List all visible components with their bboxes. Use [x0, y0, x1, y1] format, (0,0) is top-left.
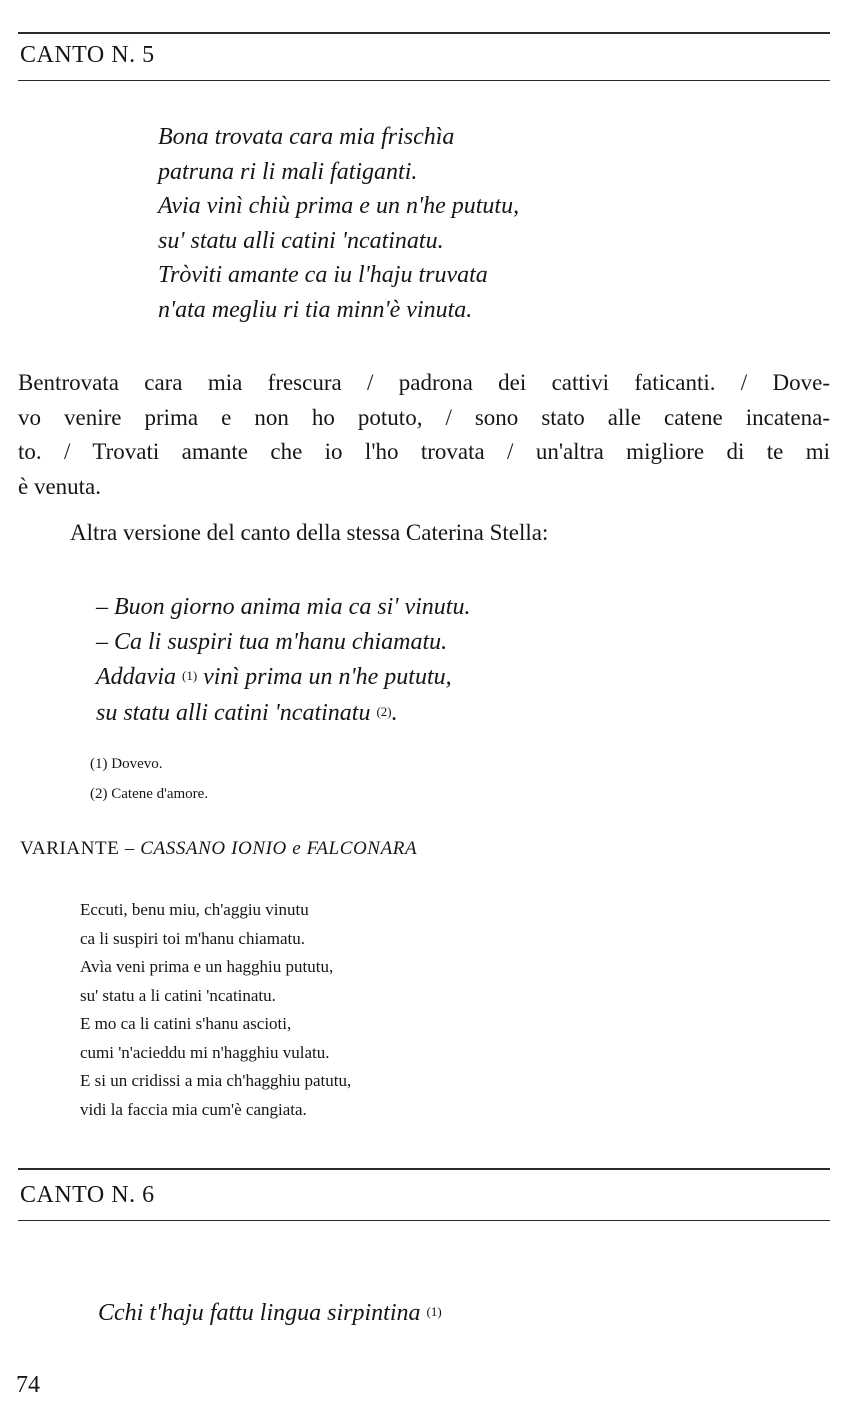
verse-line: Eccuti, benu miu, ch'aggiu vinutu	[80, 900, 309, 919]
translation-line: è venuta.	[18, 473, 102, 499]
verse-line: su' statu a li catini 'ncatinatu.	[80, 985, 276, 1005]
footnote	[90, 786, 208, 803]
verse-line: Tròviti amante ca iu l'haju truvata	[158, 262, 488, 288]
footnote-text: Catene d'amore.	[107, 786, 209, 802]
footnote-ref: (2)	[376, 703, 392, 719]
footnote-mark: (2)	[90, 786, 108, 802]
translation-line: to. / Trovati amante che io l'ho trovata / un'altra migliore di te mi	[18, 439, 830, 464]
verse-line: su' statu alli catini 'ncatinatu.	[158, 227, 444, 254]
heading-underline	[18, 80, 830, 81]
verse-text: su statu alli catini 'ncatinatu	[96, 699, 377, 726]
section-rule	[18, 1168, 830, 1170]
footnote-ref: (1)	[181, 668, 198, 683]
verse-line: patruna ri li mali fatiganti.	[158, 158, 418, 185]
variant-verse	[80, 896, 351, 1124]
verse-text: vinì prima un n'he pututu,	[197, 664, 452, 690]
verse-line: – Buon giorno anima mia ca si' vinutu.	[96, 594, 471, 620]
verse-line: E mo ca li catini s'hanu ascioti,	[80, 1014, 292, 1033]
heading-underline	[18, 1220, 830, 1221]
verse-text: .	[391, 699, 398, 726]
canto-6-first-line	[98, 1300, 442, 1327]
alternate-version-verse	[96, 590, 470, 730]
verse-line: ca li suspiri toi m'hanu chiamatu.	[80, 928, 305, 948]
verse-line	[96, 695, 470, 731]
canto-5-verse	[158, 120, 519, 327]
verse-line: Avia vinì chiù prima e un n'he pututu,	[158, 193, 520, 219]
page-number: 74	[16, 1372, 40, 1398]
canto-5-translation	[18, 366, 830, 504]
top-rule	[18, 32, 830, 34]
footnote	[90, 756, 163, 773]
alternate-version-intro: Altra versione del canto della stessa Caterina Stella:	[70, 520, 549, 545]
variant-places: CASSANO IONIO e FALCONARA	[140, 838, 418, 859]
canto-6-heading: CANTO N. 6	[20, 1182, 155, 1208]
verse-line: cumi 'n'acieddu mi n'hagghiu vulatu.	[80, 1042, 330, 1062]
verse-line	[96, 659, 470, 695]
footnote-text: Dovevo.	[107, 756, 163, 772]
footnote-mark: (1)	[90, 756, 108, 772]
verse-line: n'ata megliu ri tia minn'è vinuta.	[158, 296, 473, 323]
verse-line: Avìa veni prima e un hagghiu pututu,	[80, 957, 334, 976]
verse-line: E si un cridissi a mia ch'hagghiu patutu,	[80, 1071, 352, 1090]
verse-line: Bona trovata cara mia frischìa	[158, 124, 455, 150]
variant-label: VARIANTE –	[20, 838, 141, 859]
translation-line: Bentrovata cara mia frescura / padrona dei cattivi faticanti. / Dove-	[18, 370, 830, 395]
verse-text: Addavia	[96, 664, 182, 690]
translation-line: vo venire prima e non ho potuto, / sono stato alle catene incatena-	[18, 404, 830, 430]
canto-5-heading: CANTO N. 5	[20, 42, 155, 68]
verse-line: – Ca li suspiri tua m'hanu chiamatu.	[96, 628, 448, 655]
footnote-ref: (1)	[426, 1304, 442, 1319]
verse-text: Cchi t'haju fattu lingua sirpintina	[98, 1300, 427, 1326]
verse-line: vidi la faccia mia cum'è cangiata.	[80, 1099, 307, 1119]
variant-heading	[20, 838, 417, 860]
